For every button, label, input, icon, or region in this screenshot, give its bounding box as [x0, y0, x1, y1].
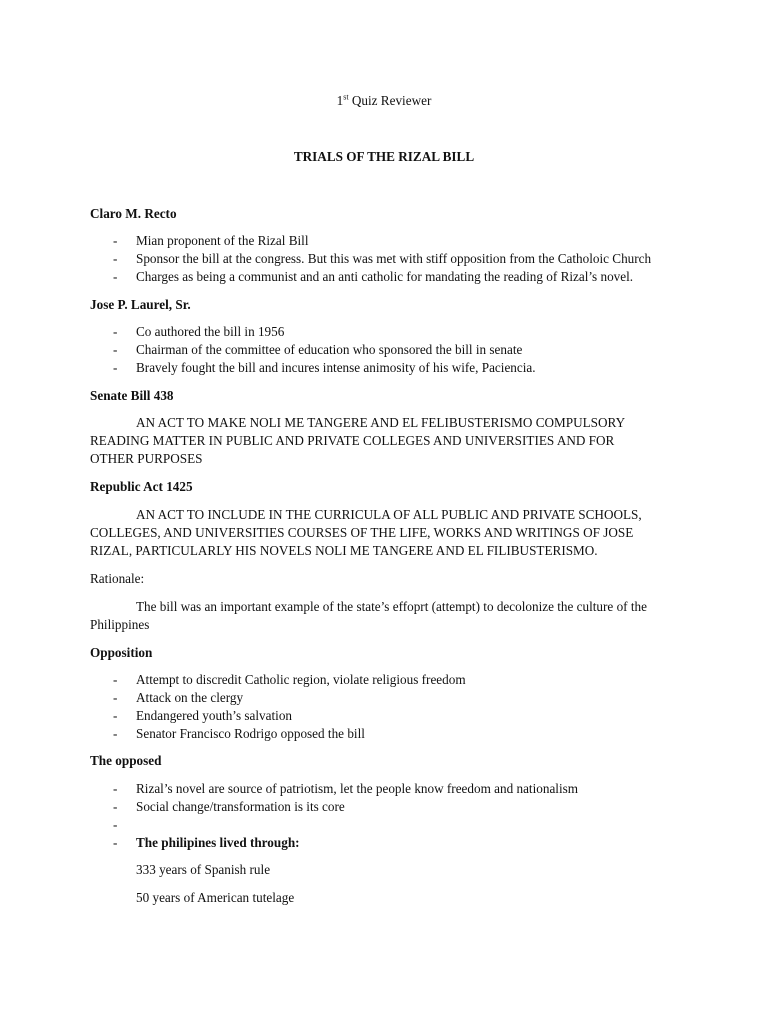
doc-title: TRIALS OF THE RIZAL BILL [293, 149, 475, 164]
section-heading-republic-act: Republic Act 1425 [90, 479, 193, 494]
paragraph-line: READING MATTER IN PUBLIC AND PRIVATE COLLEGES AND UNIVERSITIES AND FOR [90, 433, 615, 448]
section-heading-opposed: The opposed [90, 753, 162, 768]
quiz-header-text: Quiz Reviewer [348, 93, 432, 108]
list-item: Rizal’s novel are source of patriotism, let the people know freedom and nationalism [136, 781, 579, 796]
bullet-dash: - [113, 269, 118, 284]
paragraph-line: COLLEGES, AND UNIVERSITIES COURSES OF THE LIFE, WORKS AND WRITINGS OF JOSE [90, 525, 634, 540]
paragraph-line: The bill was an important example of the state’s effoprt (attempt) to decolonize the culture of the [136, 599, 647, 614]
paragraph-line: OTHER PURPOSES [90, 451, 203, 466]
bullet-dash: - [113, 726, 118, 741]
list-item: Chairman of the committee of education who sponsored the bill in senate [136, 342, 523, 357]
bullet-dash: - [113, 672, 118, 687]
paragraph-line: AN ACT TO INCLUDE IN THE CURRICULA OF ALL PUBLIC AND PRIVATE SCHOOLS, [136, 507, 642, 522]
list-item: Bravely fought the bill and incures intense animosity of his wife, Paciencia. [136, 360, 536, 375]
bullet-dash: - [113, 708, 118, 723]
bullet-dash: - [113, 324, 118, 339]
bullet-dash: - [113, 233, 118, 248]
paragraph-line: RIZAL, PARTICULARLY HIS NOVELS NOLI ME TANGERE AND EL FILIBUSTERISMO. [90, 543, 598, 558]
list-item: Attack on the clergy [136, 690, 244, 705]
quiz-number: 1 [336, 93, 344, 108]
list-item: Charges as being a communist and an anti catholic for mandating the reading of Rizal’s novel. [136, 269, 634, 284]
section-heading-laurel: Jose P. Laurel, Sr. [90, 297, 191, 312]
bullet-dash: - [113, 781, 118, 796]
quiz-number-suffix: st [343, 92, 349, 102]
section-heading-senate-bill: Senate Bill 438 [90, 388, 174, 403]
bullet-dash: - [113, 835, 118, 850]
list-item: Social change/transformation is its core [136, 799, 345, 814]
list-item: Co authored the bill in 1956 [136, 324, 285, 339]
list-item: Attempt to discredit Catholic region, violate religious freedom [136, 672, 466, 687]
section-heading-recto: Claro M. Recto [90, 206, 177, 221]
bullet-dash: - [113, 251, 118, 266]
bullet-dash: - [113, 342, 118, 357]
list-item: Endangered youth’s salvation [136, 708, 293, 723]
list-item: Mian proponent of the Rizal Bill [136, 233, 309, 248]
bullet-dash: - [113, 690, 118, 705]
list-item-heading: The philipines lived through: [136, 835, 300, 850]
doc-header [0, 92, 768, 110]
bullet-dash: - [113, 817, 118, 832]
rationale-label: Rationale: [90, 571, 145, 586]
bullet-dash: - [113, 360, 118, 375]
bullet-dash: - [113, 799, 118, 814]
paragraph-line: Philippines [90, 617, 150, 632]
list-item: Senator Francisco Rodrigo opposed the bill [136, 726, 365, 741]
sub-line: 50 years of American tutelage [136, 890, 295, 905]
sub-line: 333 years of Spanish rule [136, 862, 271, 877]
paragraph-line: AN ACT TO MAKE NOLI ME TANGERE AND EL FELIBUSTERISMO COMPULSORY [136, 415, 626, 430]
section-heading-opposition: Opposition [90, 645, 153, 660]
list-item: Sponsor the bill at the congress. But this was met with stiff opposition from the Catholoic Church [136, 251, 652, 266]
